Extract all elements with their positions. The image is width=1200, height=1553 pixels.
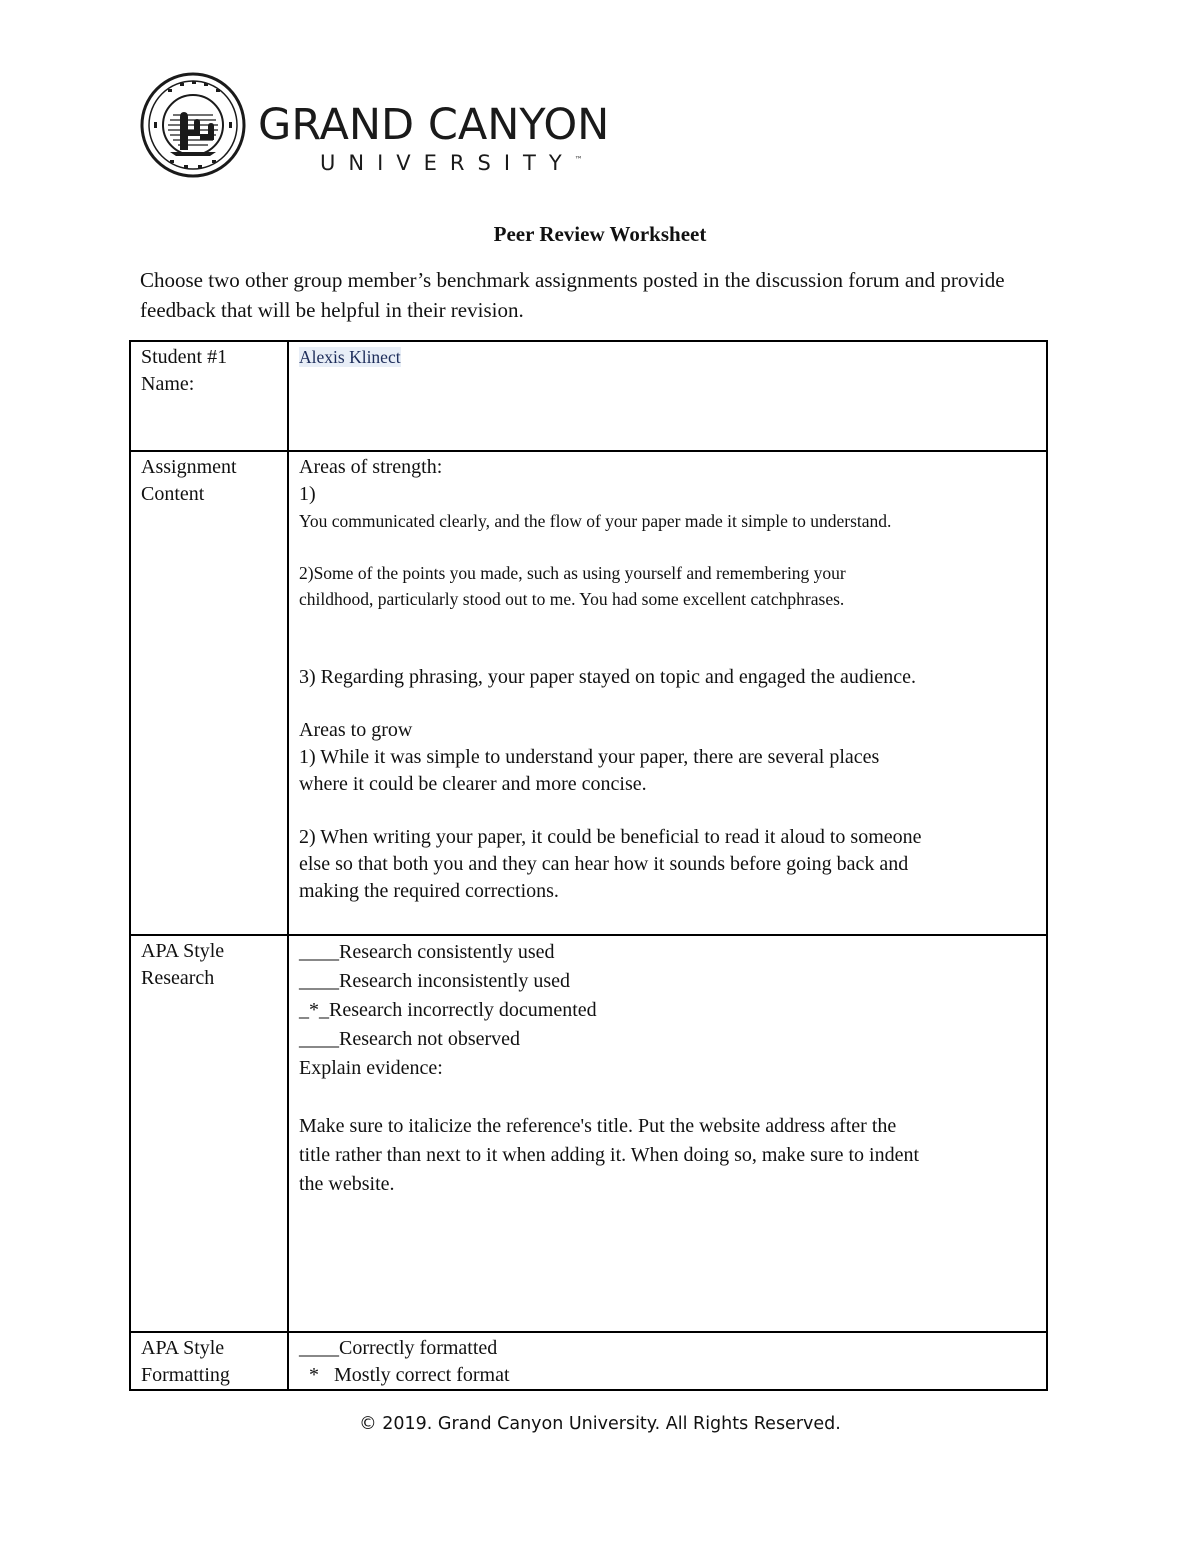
- research-label-1: APA Style: [141, 940, 225, 962]
- grow-1-line1: 1) While it was simple to understand your paper, there are several places: [299, 746, 880, 768]
- student-row: [130, 341, 1047, 451]
- formatting-feedback-cell[interactable]: [288, 1332, 1047, 1390]
- formatting-option-mostly-correct[interactable]: * Mostly correct format: [299, 1364, 510, 1386]
- formatting-label-2: Formatting: [141, 1364, 230, 1386]
- grow-2-line3: making the required corrections.: [299, 880, 559, 902]
- grow-2-line1: 2) When writing your paper, it could be beneficial to read it aloud to someone: [299, 826, 922, 848]
- strength-heading: Areas of strength:: [299, 456, 443, 478]
- formatting-row: [130, 1332, 1047, 1390]
- copyright-footer: © 2019. Grand Canyon University. All Rights Reserved.: [359, 1414, 841, 1434]
- wordmark-line2: [320, 148, 609, 175]
- grow-2-line2: else so that both you and they can hear how it sounds before going back and: [299, 853, 909, 875]
- strength-2-line1: 2)Some of the points you made, such as using yourself and remembering your: [299, 563, 846, 583]
- research-label-2: Research: [141, 967, 215, 989]
- grow-1-line2: where it could be clearer and more concise.: [299, 773, 647, 795]
- wordmark-line1: GRAND CANYON: [258, 100, 610, 150]
- student-label-1: Student #1: [141, 346, 228, 368]
- evidence-line2: title rather than next to it when adding it. When doing so, make sure to indent: [299, 1144, 920, 1166]
- research-option-consistent[interactable]: ____Research consistently used: [299, 941, 555, 963]
- student-label-2: Name:: [141, 373, 195, 395]
- research-row: [130, 935, 1047, 1332]
- content-feedback-cell[interactable]: [288, 451, 1047, 935]
- formatting-label-cell: [130, 1332, 288, 1390]
- research-option-inconsistent[interactable]: ____Research inconsistently used: [299, 970, 571, 992]
- peer-review-table: [129, 340, 1048, 1391]
- student-label-cell: [130, 341, 288, 451]
- formatting-option-correct[interactable]: ____Correctly formatted: [299, 1337, 498, 1359]
- research-feedback-cell[interactable]: [288, 935, 1047, 1332]
- research-option-not-observed[interactable]: ____Research not observed: [299, 1028, 521, 1050]
- page-title: Peer Review Worksheet: [493, 222, 707, 246]
- university-logo: [140, 72, 620, 178]
- wordmark-university: UNIVERSITY: [320, 151, 575, 175]
- evidence-line3: the website.: [299, 1173, 395, 1195]
- strength-1-number: 1): [299, 483, 316, 505]
- student-name-value[interactable]: Alexis Klinect: [299, 347, 401, 367]
- content-label-cell: [130, 451, 288, 935]
- trademark-symbol: ™: [574, 155, 583, 164]
- intro-text: Choose two other group member’s benchmark assignments posted in the discussion forum and provide feedback that will be helpful in their revision.: [140, 268, 1005, 322]
- content-label-2: Content: [141, 483, 205, 505]
- content-row: [130, 451, 1047, 935]
- strength-3-text: 3) Regarding phrasing, your paper stayed on topic and engaged the audience.: [299, 666, 917, 688]
- research-label-cell: [130, 935, 288, 1332]
- grow-heading: Areas to grow: [299, 719, 413, 741]
- university-wordmark: [258, 102, 609, 175]
- content-label-1: Assignment: [141, 456, 237, 478]
- research-option-incorrect[interactable]: _*_Research incorrectly documented: [299, 999, 597, 1021]
- evidence-label: Explain evidence:: [299, 1057, 443, 1079]
- university-seal-icon: [140, 72, 246, 178]
- evidence-line1: Make sure to italicize the reference's title. Put the website address after the: [299, 1115, 897, 1137]
- student-name-cell[interactable]: [288, 341, 1047, 451]
- strength-1-text: You communicated clearly, and the flow of your paper made it simple to understand.: [299, 511, 892, 531]
- formatting-label-1: APA Style: [141, 1337, 225, 1359]
- strength-2-line2: childhood, particularly stood out to me. You had some excellent catchphrases.: [299, 589, 845, 609]
